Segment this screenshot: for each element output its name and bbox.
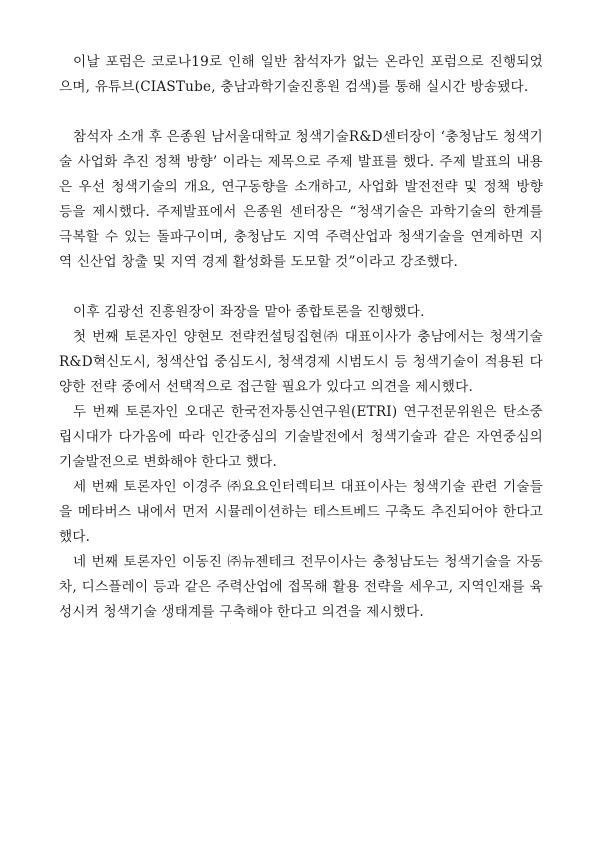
- paragraph-fourth-panelist: 네 번째 토론자인 이동진 ㈜뉴젠테크 전무이사는 충청남도는 청색기술을 자동차, 디스플레이 등과 같은 주력산업에 접목해 활용 전략을 세우고, 지역인재를 육성시켜 청색기술 생태계를 구축해야 한다고 의견을 제시했다.: [59, 554, 543, 620]
- paragraph-spacer: [59, 275, 543, 300]
- paragraph-second-panelist: 두 번째 토론자인 오대곤 한국전자통신연구원(ETRI) 연구전문위원은 탄소중립시대가 다가옴에 따라 인간중심의 기술발전에서 청색기술과 같은 자연중심의 기술발전으로 변화해야 한다고 했다.: [59, 404, 543, 470]
- paragraph-spacer: [59, 100, 543, 125]
- article-body: [59, 50, 543, 625]
- paragraph-first-panelist: 첫 번째 토론자인 양현모 전략컨설팅집현㈜ 대표이사가 충남에서는 청색기술 R&D혁신도시, 청색산업 중심도시, 청색경제 시범도시 등 청색기술이 적용된 다양한 전략 중에서 선택적으로 접근할 필요가 있다고 의견을 제시했다.: [59, 329, 543, 395]
- paragraph-discussion-intro: 이후 김광선 진흥원장이 좌장을 맡아 종합토론을 진행했다.: [73, 304, 425, 320]
- paragraph-third-panelist: 세 번째 토론자인 이경주 ㈜요요인터렉티브 대표이사는 청색기술 관련 기술들을 메타버스 내에서 먼저 시뮬레이션하는 테스트베드 구축도 추진되어야 한다고 했다.: [59, 479, 543, 545]
- paragraph-keynote: 참석자 소개 후 은종원 남서울대학교 청색기술R&D센터장이 ‘충청남도 청색기술 사업화 추진 정책 방향’ 이라는 제목으로 주제 발표를 했다. 주제 발표의 내용은 우선 청색기술의 개요, 연구동향을 소개하고, 사업화 발전전략 및 정책 방향 등을 제시했다. 주제발표에서 은종원 센터장은 “청색기술은 과학기술의 한계를 극복할 수 있는 돌파구이며, 충청남도 지역 주력산업과 청색기술을 연계하면 지역 신산업 창출 및 지역 경제 활성화를 도모할 것”이라고 강조했다.: [59, 129, 543, 270]
- paragraph-forum-broadcast: 이날 포럼은 코로나19로 인해 일반 참석자가 없는 온라인 포럼으로 진행되었으며, 유튜브(CIASTube, 충남과학기술진흥원 검색)를 통해 실시간 방송됐다.: [59, 54, 543, 95]
